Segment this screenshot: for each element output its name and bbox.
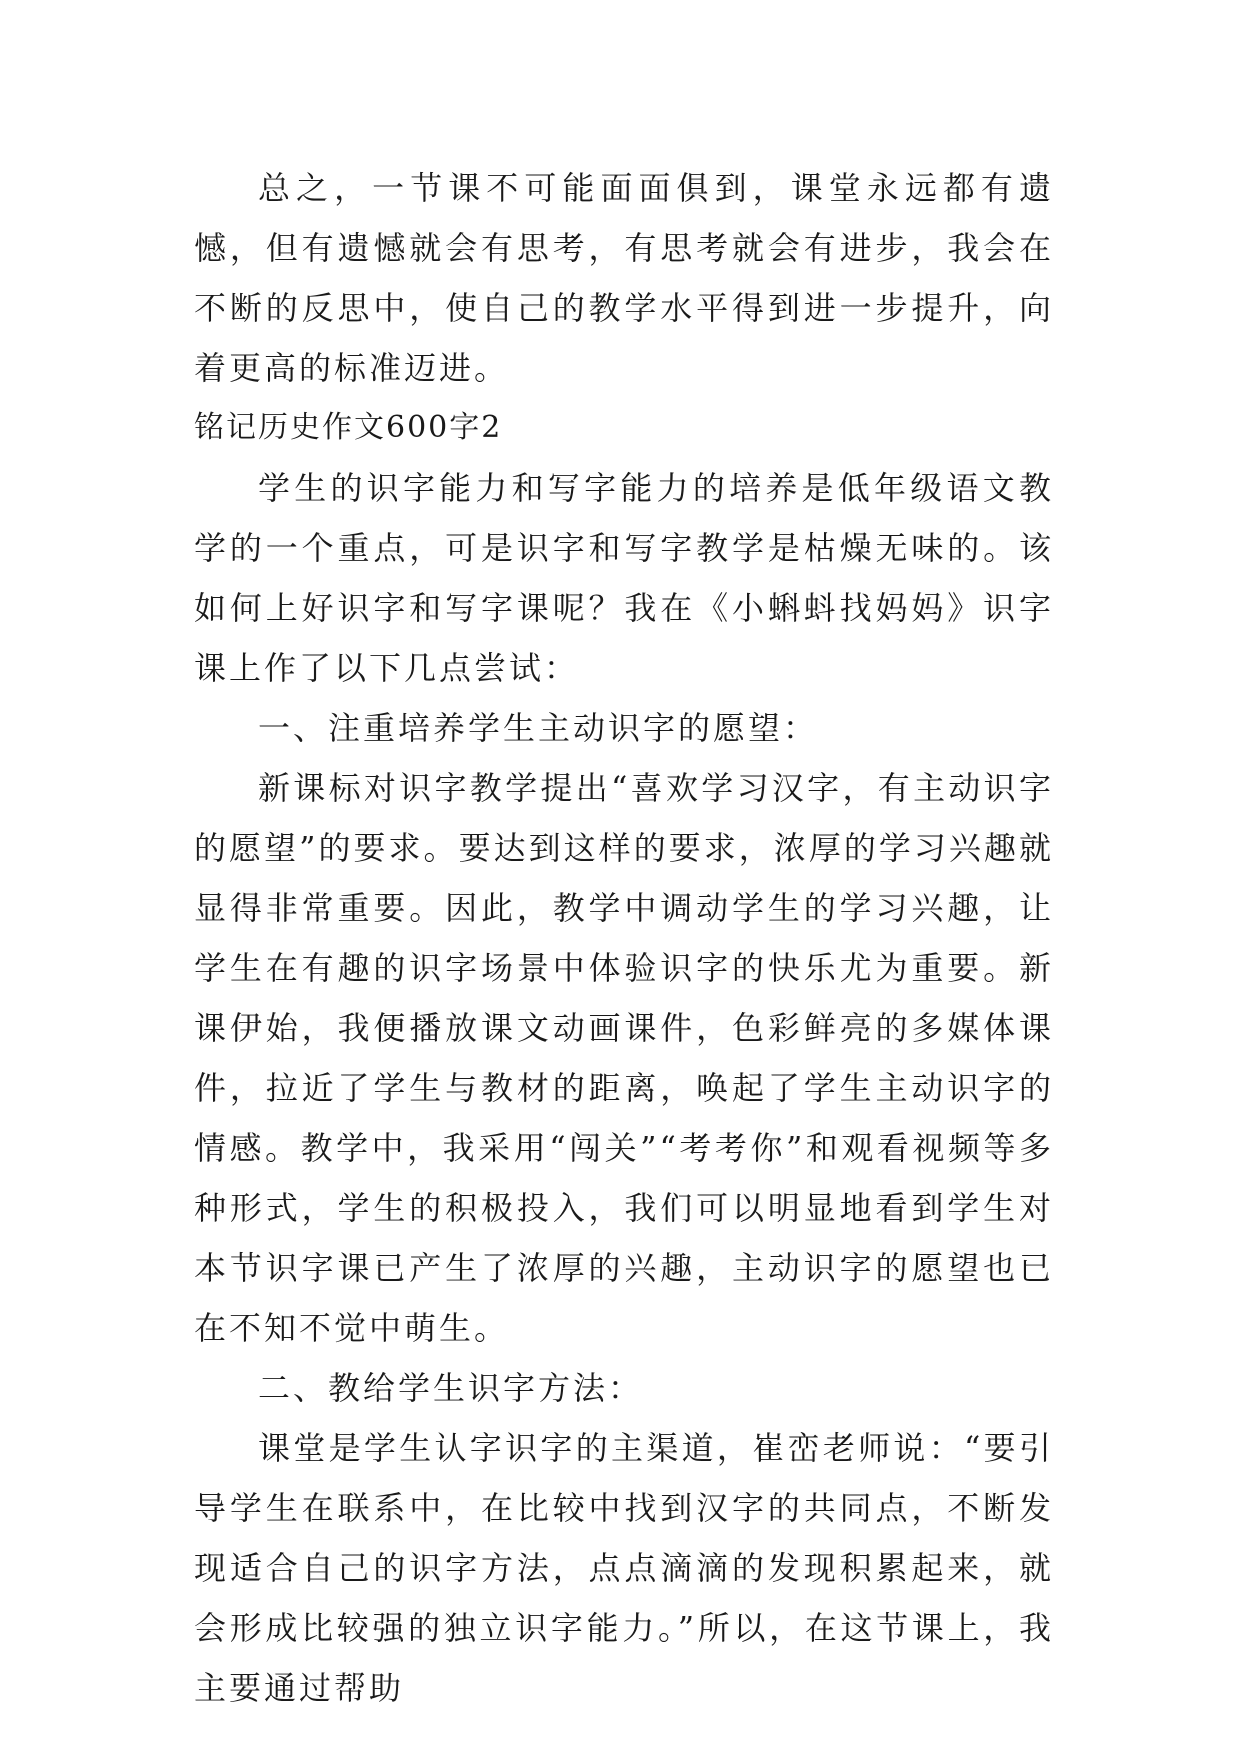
section-heading-two: 二、教给学生识字方法： <box>258 1369 644 1407</box>
paragraph-section-one: 新课标对识字教学提出“喜欢学习汉字，有主动识字的愿望”的要求。要达到这样的要求，浓厚的学习兴趣就显得非常重要。因此，教学中调动学生的学习兴趣，让学生在有趣的识字场景中体验识字的快乐尤为重要。新课伊始，我便播放课文动画课件，色彩鲜亮的多媒体课件，拉近了学生与教材的距离，唤起了学生主动识字的情感。教学中，我采用“闯关”“考考你”和观看视频等多种形式，学生的积极投入，我们可以明显地看到学生对本节识字课已产生了浓厚的兴趣，主动识字的愿望也已在不知不觉中萌生。 <box>194 769 1054 1347</box>
section-heading-one: 一、注重培养学生主动识字的愿望： <box>258 709 819 747</box>
essay-heading: 铭记历史作文600字2 <box>194 410 503 445</box>
document-body <box>194 158 1054 1718</box>
paragraph-conclusion: 总之，一节课不可能面面俱到，课堂永远都有遗憾，但有遗憾就会有思考，有思考就会有进步，我会在不断的反思中，使自己的教学水平得到进一步提升，向着更高的标准迈进。 <box>194 169 1054 387</box>
paragraph-section-two: 课堂是学生认字识字的主渠道，崔峦老师说：“要引导学生在联系中，在比较中找到汉字的共同点，不断发现适合自己的识字方法，点点滴滴的发现积累起来，就会形成比较强的独立识字能力。”所以，在这节课上，我主要通过帮助 <box>194 1429 1054 1707</box>
paragraph-intro: 学生的识字能力和写字能力的培养是低年级语文教学的一个重点，可是识字和写字教学是枯燥无味的。该如何上好识字和写字课呢？我在《小蝌蚪找妈妈》识字课上作了以下几点尝试： <box>194 469 1054 687</box>
